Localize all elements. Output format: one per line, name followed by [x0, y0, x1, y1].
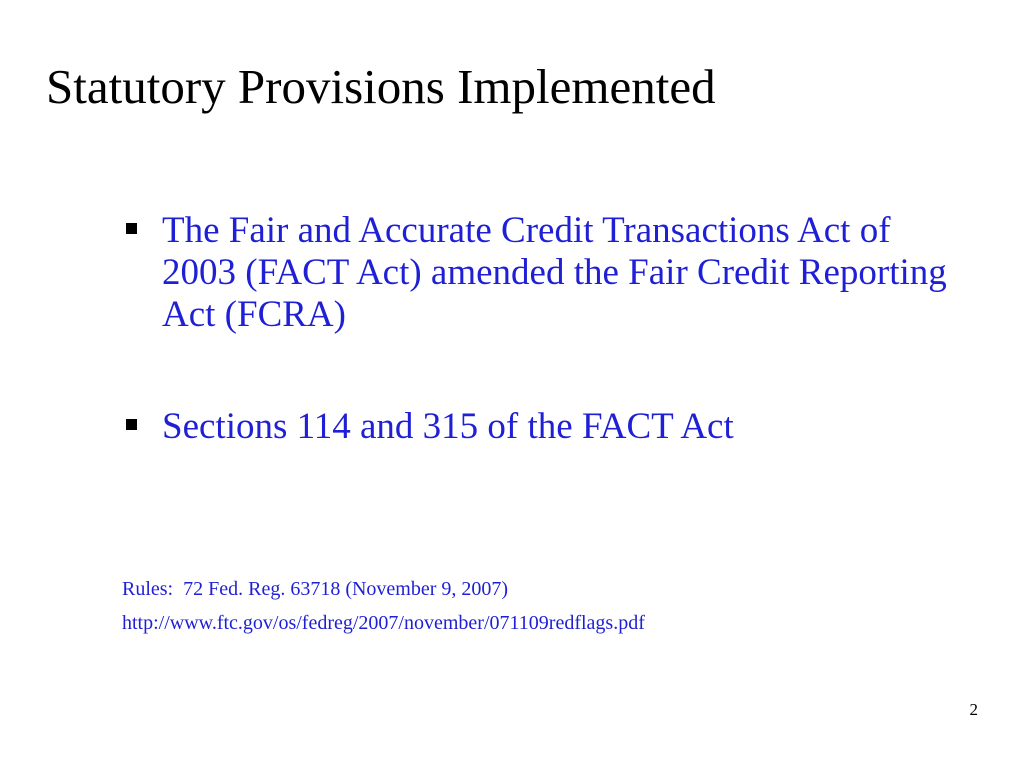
bullet-text: Sections 114 and 315 of the FACT Act	[162, 406, 734, 447]
square-bullet-icon	[126, 419, 137, 430]
references	[122, 572, 645, 640]
reference-link[interactable]: http://www.ftc.gov/os/fedreg/2007/november/071109redflags.pdf	[122, 612, 645, 634]
bullet-item	[124, 406, 954, 448]
slide-title: Statutory Provisions Implemented	[46, 59, 716, 114]
bullet-list	[124, 210, 954, 448]
square-bullet-icon	[126, 223, 137, 234]
page-number: 2	[969, 700, 978, 719]
bullet-text: The Fair and Accurate Credit Transactions Act of 2003 (FACT Act) amended the Fair Credit Reporting Act (FCRA)	[162, 210, 947, 335]
bullet-item	[124, 210, 954, 336]
rules-citation: Rules: 72 Fed. Reg. 63718 (November 9, 2007)	[122, 578, 509, 600]
